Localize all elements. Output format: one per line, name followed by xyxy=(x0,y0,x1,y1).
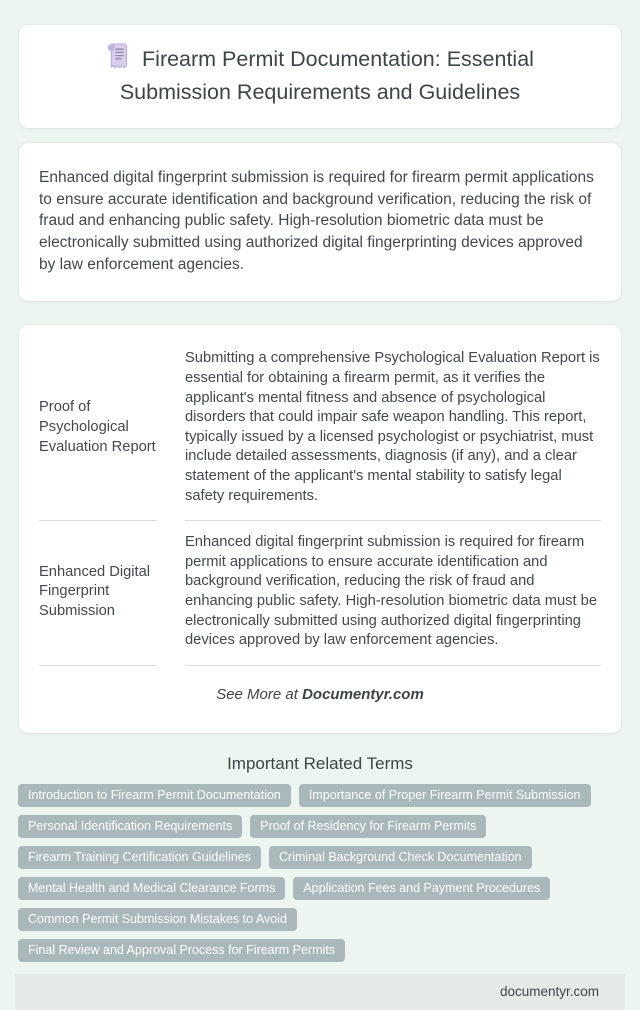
requirements-table xyxy=(39,337,601,665)
page-title-text: Firearm Permit Documentation: Essential Submission Requirements and Guidelines xyxy=(119,47,534,105)
term-label: Enhanced Digital Fingerprint Submission xyxy=(39,563,151,619)
related-term-tag[interactable]: Introduction to Firearm Permit Documentation xyxy=(18,784,291,807)
related-terms-tags xyxy=(14,780,626,966)
related-term-tag[interactable]: Mental Health and Medical Clearance Forms xyxy=(18,877,285,900)
see-more-line xyxy=(39,686,601,703)
related-term-tag[interactable]: Personal Identification Requirements xyxy=(18,815,242,838)
table-row xyxy=(39,521,601,666)
related-term-tag[interactable]: Importance of Proper Firearm Permit Submission xyxy=(299,784,591,807)
header-card xyxy=(18,24,622,129)
related-term-tag[interactable]: Proof of Residency for Firearm Permits xyxy=(250,815,486,838)
see-more-prefix: See More at xyxy=(216,685,303,703)
receipt-icon xyxy=(106,43,128,78)
term-cell xyxy=(39,521,157,666)
related-terms-heading: Important Related Terms xyxy=(227,753,413,773)
related-term-tag[interactable]: Firearm Training Certification Guidelines xyxy=(18,846,261,869)
term-cell xyxy=(39,337,157,521)
footer-bar xyxy=(15,974,625,1010)
related-term-tag[interactable]: Criminal Background Check Documentation xyxy=(269,846,531,869)
related-term-tag[interactable]: Application Fees and Payment Procedures xyxy=(293,877,550,900)
related-term-tag[interactable]: Final Review and Approval Process for Firearm Permits xyxy=(18,939,345,962)
intro-card xyxy=(18,142,622,303)
footer-site-link[interactable]: documentyr.com xyxy=(499,984,599,1000)
see-more-site-link[interactable]: Documentyr.com xyxy=(302,685,424,703)
description-cell: Submitting a comprehensive Psychological Evaluation Report is essential for obtaining a firearm permit, as it verifies the applicant's mental fitness and absence of psychological disorders that could impair safe weapon handling. This report, typically issued by a licensed psychologist or psychiatrist, must include detailed assessments, diagnosis (if any), and a clear statement of the applicant's mental stability to satisfy legal safety requirements. xyxy=(185,337,601,521)
description-cell: Enhanced digital fingerprint submission is required for firearm permit applications to ensure accurate identification and background verification, reducing the risk of fraud and enhancing public safety. High-resolution biometric data must be electronically submitted using authorized digital fingerprinting devices approved by law enforcement agencies. xyxy=(185,521,601,666)
related-term-tag[interactable]: Common Permit Submission Mistakes to Avoid xyxy=(18,908,297,931)
page-title xyxy=(60,43,580,108)
intro-paragraph: Enhanced digital fingerprint submission is required for firearm permit applications to ensure accurate identification and background verification, reducing the risk of fraud and enhancing public safety. High-resolution biometric data must be electronically submitted using authorized digital fingerprinting devices approved by law enforcement agencies. xyxy=(39,168,594,273)
term-label: Proof of Psychological Evaluation Report xyxy=(39,399,156,455)
requirements-card xyxy=(18,324,622,733)
table-row xyxy=(39,337,601,521)
